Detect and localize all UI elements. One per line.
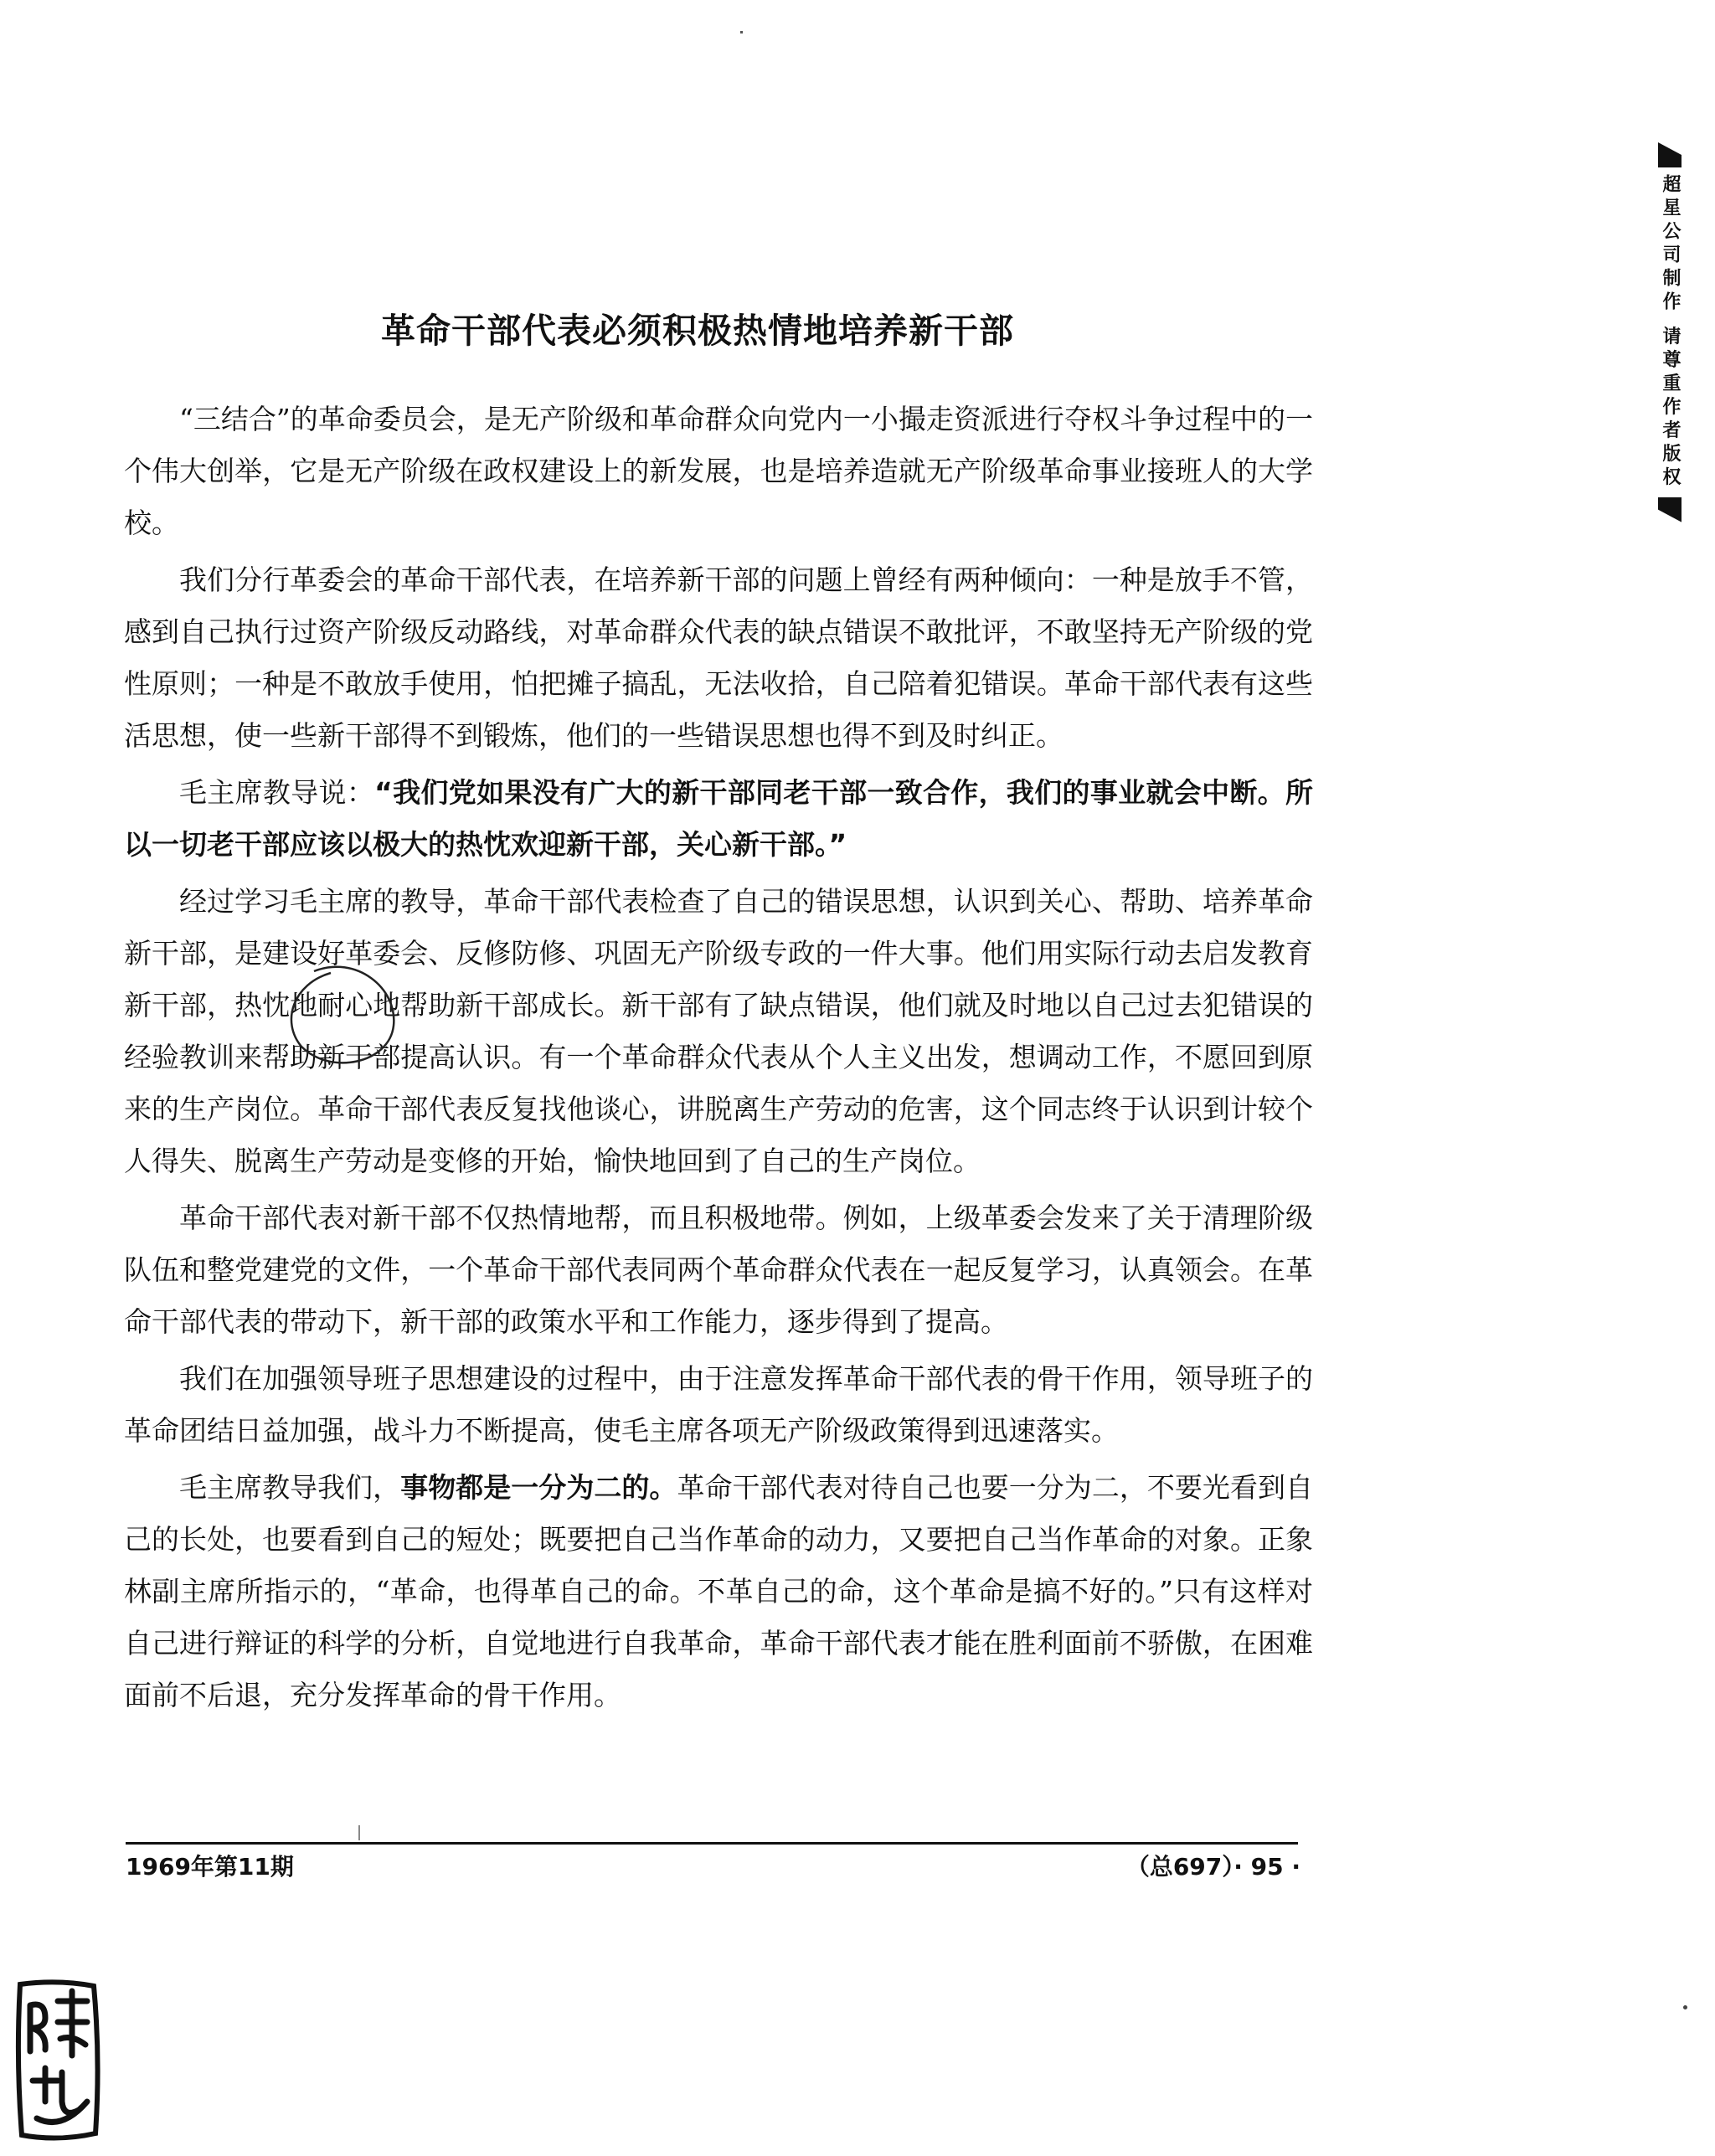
handwritten-circle-mark <box>281 955 406 1080</box>
footer-rule <box>126 1842 1298 1845</box>
paragraph-3 <box>124 767 1313 871</box>
mao-quote: 事物都是一分为二的。 <box>400 1471 677 1504</box>
scan-speck <box>740 31 743 33</box>
paragraph-7 <box>124 1462 1313 1721</box>
quote-lead: 毛主席教导说： <box>179 776 375 809</box>
paragraph-5: 革命干部代表对新干部不仅热情地帮，而且积极地带。例如，上级革委会发来了关于清理阶级队伍和整党建党的文件，一个革命干部代表同两个革命群众代表在一起反复学习，认真领会。在革命干部代表的带动下，新干部的政策水平和工作能力，逐步得到了提高。 <box>124 1201 1313 1338</box>
article-title: 革命干部代表必须积极热情地培养新干部 <box>381 311 1014 351</box>
banner-marker-top <box>1658 142 1682 167</box>
side-copyright-banner <box>1658 142 1692 594</box>
scan-speck <box>1683 2005 1687 2009</box>
issue-label: 1969年第11期 <box>126 1853 294 1881</box>
quote-lead: 毛主席教导我们， <box>179 1471 401 1504</box>
paragraph-2: 我们分行革委会的革命干部代表，在培养新干部的问题上曾经有两种倾向：一种是放手不管，感到自己执行过资产阶级反动路线，对革命群众代表的缺点错误不敢批评，不敢坚持无产阶级的党性原则；一种是不敢放手使用，怕把摊子搞乱，无法收拾，自己陪着犯错误。革命干部代表有这些活思想，使一些新干部得不到锻炼，他们的一些错误思想也得不到及时纠正。 <box>124 563 1313 752</box>
paragraph-4: 经过学习毛主席的教导，革命干部代表检查了自己的错误思想，认识到关心、帮助、培养革命新干部，是建设好革委会、反修防修、巩固无产阶级专政的一件大事。他们用实际行动去启发教育新干部，热忱地耐心地帮助新干部成长。新干部有了缺点错误，他们就及时地以自己过去犯错误的经验教训来帮助新干部提高认识。有一个革命群众代表从个人主义出发，想调动工作，不愿回到原来的生产岗位。革命干部代表反复找他谈心，讲脱离生产劳动的危害，这个同志终于认识到计较个人得失、脱离生产劳动是变修的开始，愉快地回到了自己的生产岗位。 <box>124 885 1313 1177</box>
paragraph-1: “三结合”的革命委员会，是无产阶级和革命群众向党内一小撮走资派进行夺权斗争过程中的一个伟大创举，它是无产阶级在政权建设上的新发展，也是培养造就无产阶级革命事业接班人的大学校。 <box>124 403 1313 539</box>
paragraph-7-rest: 革命干部代表对待自己也要一分为二，不要光看到自己的长处，也要看到自己的短处；既要把自己当作革命的动力，又要把自己当作革命的对象。正象林副主席所指示的，“革命，也得革自己的命。不革自己的命，这个革命是搞不好的。”只有这样对自己进行辩证的科学的分析，自觉地进行自我革命，革命干部代表才能在胜利面前不骄傲，在困难面前不后退，充分发挥革命的骨干作用。 <box>124 1471 1314 1711</box>
mao-quote: “我们党如果没有广大的新干部同老干部一致合作，我们的事业就会中断。所以一切老干部应该以极大的热忱欢迎新干部，关心新干部。” <box>124 776 1313 861</box>
page-number: （总697）· 95 · <box>1125 1853 1300 1881</box>
seal-stamp <box>12 1976 104 2143</box>
banner-text: 超星公司制作 请尊重作者版权 <box>1660 174 1681 491</box>
paragraph-6: 我们在加强领导班子思想建设的过程中，由于注意发挥革命干部代表的骨干作用，领导班子的革命团结日益加强，战斗力不断提高，使毛主席各项无产阶级政策得到迅速落实。 <box>124 1362 1313 1447</box>
banner-marker-bottom <box>1658 497 1682 522</box>
scan-tick <box>358 1825 360 1840</box>
